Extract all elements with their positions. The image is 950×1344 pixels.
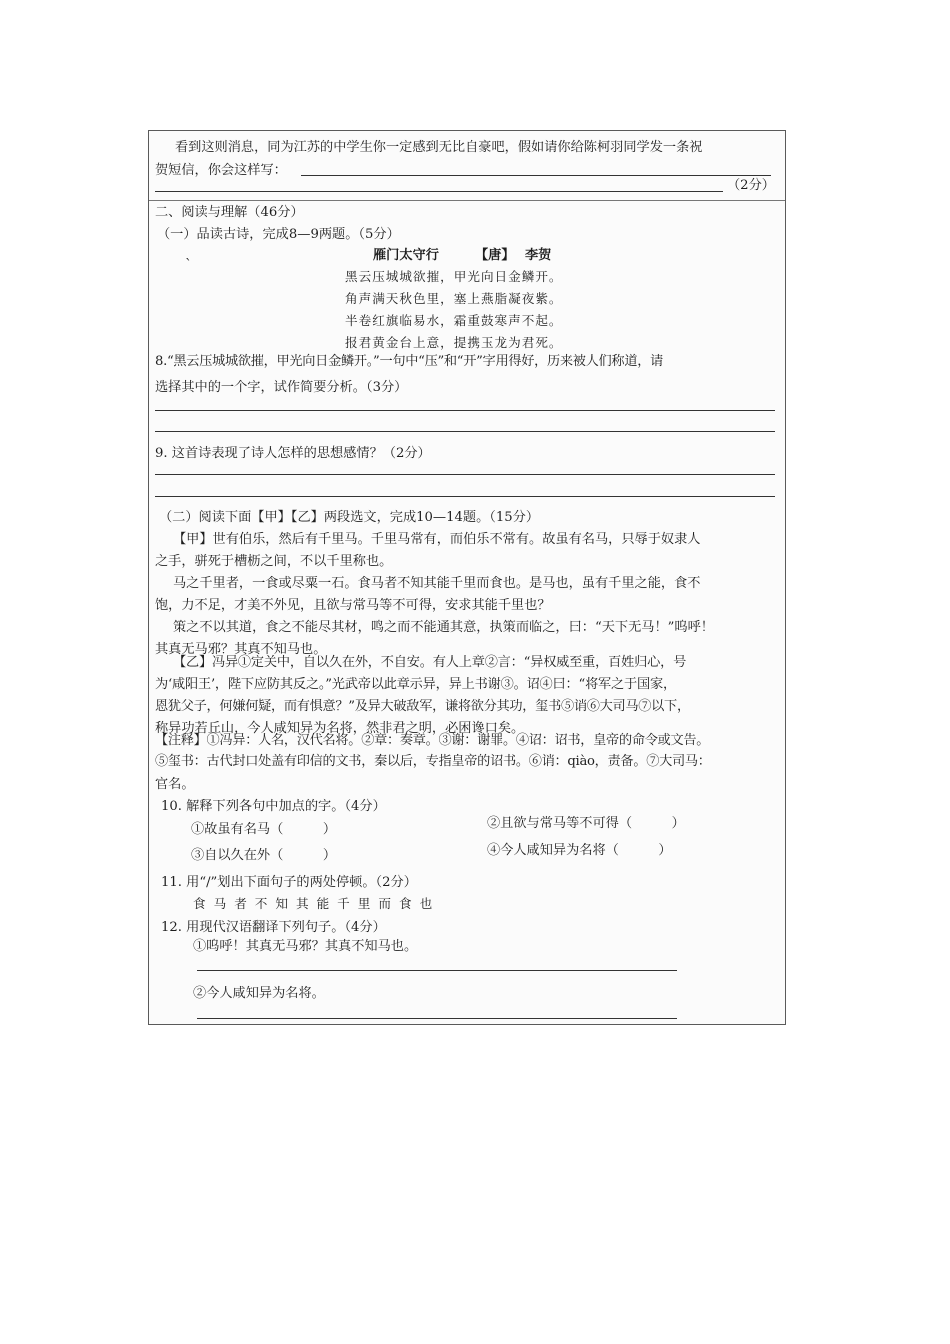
part2-heading: （二）阅读下面【甲】【乙】两段选文，完成10—14题。（15分） [159,510,540,525]
question-9: 9. 这首诗表现了诗人怎样的思想感情？（2分） [155,446,431,461]
passage-yi-line: 恩犹父子，何嫌何疑，而有惧意？”及异大破敌军，谦将欲分其功，玺书⑤诮⑥大司马⑦以下， [155,699,690,714]
poem-author: 李贺 [525,248,552,263]
passage-yi-line: 【乙】冯异①定关中，自以久在外，不自安。有人上章②言：“异权威至重，百姓归心，号 [173,655,687,670]
question-12-item: ①呜呼！其真无马邪？其真不知马也。 [193,939,418,954]
question-12: 12. 用现代汉语翻译下列句子。（4分） [161,920,386,935]
poem-line: 黑云压城城欲摧，甲光向日金鳞开。 [345,269,563,284]
passage-yi-line: 称异功若丘山，今人咸知异为名将，然非君之明，必困谗口矣。 [155,721,525,736]
question-11: 11. 用“/”划出下面句子的两处停顿。（2分） [161,875,417,890]
poem-line: 角声满天秋色里，塞上燕脂凝夜紫。 [345,291,563,306]
section2-heading: 二、阅读与理解（46分） [155,205,304,220]
question-10: 10. 解释下列各句中加点的字。（4分） [161,799,386,814]
answer-line [155,496,775,497]
passage-jia-line: 马之千里者，一食或尽粟一石。食马者不知其能千里而食也。是马也，虽有千里之能，食不 [173,576,701,591]
answer-line [301,175,771,176]
notes-line: 【注释】①冯异：人名，汉代名将。②章：奏章。③谢：谢罪。④诏：诏书，皇帝的命令或文告。 [155,733,710,748]
part1-heading: （一）品读古诗，完成8—9两题。（5分） [157,227,400,242]
poem-line: 报君黄金台上意，提携玉龙为君死。 [345,335,563,350]
answer-line [155,474,775,475]
question-12-item: ②今人咸知异为名将。 [193,986,325,1001]
passage-yi-line: 为‘咸阳王’，陛下应防其反之。”光武帝以此章示异，异上书谢③。诏④曰：“将军之于国家， [155,677,676,692]
passage-jia-line: 饱，力不足，才美不外见，且欲与常马等不可得，安求其能千里也？ [155,598,551,613]
poem-line: 半卷红旗临易水，霜重鼓寒声不起。 [345,313,563,328]
question-10-item: ④今人咸知异为名将（ ） [487,843,672,858]
answer-line [197,970,677,971]
intro-score: （2分） [727,178,775,193]
question-10-item: ②且欲与常马等不可得（ ） [487,816,685,831]
question-10-item: ③自以久在外（ ） [191,848,337,863]
exam-sheet [148,130,786,1025]
poem-dynasty: 【唐】 [475,248,515,263]
passage-jia-line: 【甲】世有伯乐，然后有千里马。千里马常有，而伯乐不常有。故虽有名马，只辱于奴隶人 [173,532,701,547]
question-8-line-1: 8.“黑云压城城欲摧，甲光向日金鳞开。”一句中“压”和“开”字用得好，历来被人们称道，请 [155,354,663,369]
question-8-line-2: 选择其中的一个字，试作简要分析。（3分） [155,380,408,395]
stray-mark: ˋ [185,257,192,273]
question-10-item: ①故虽有名马（ ） [191,822,337,837]
poem-title: 雁门太守行 [373,248,439,263]
answer-line [155,191,723,192]
intro-line-2: 贺短信，你会这样写： [155,163,287,178]
notes-line: 官名。 [155,777,195,792]
passage-jia-line: 之手，骈死于槽枥之间，不以千里称也。 [155,554,393,569]
answer-line [197,1018,677,1019]
answer-line [155,431,775,432]
answer-line [155,410,775,411]
divider [149,200,785,201]
question-11-sentence: 食 马 者 不 知 其 能 千 里 而 食 也 [193,896,435,911]
passage-jia-line: 其真无马邪？其真不知马也。 [155,642,327,657]
notes-line: ⑤玺书：古代封口处盖有印信的文书，秦以后，专指皇帝的诏书。⑥诮：qiào，责备。⑦大司马： [155,754,711,769]
intro-line-1: 看到这则消息，同为江苏的中学生你一定感到无比自豪吧，假如请你给陈柯羽同学发一条祝 [175,140,703,155]
passage-jia-line: 策之不以其道，食之不能尽其材，鸣之而不能通其意，执策而临之，曰：“天下无马！”呜呼！ [173,620,714,635]
